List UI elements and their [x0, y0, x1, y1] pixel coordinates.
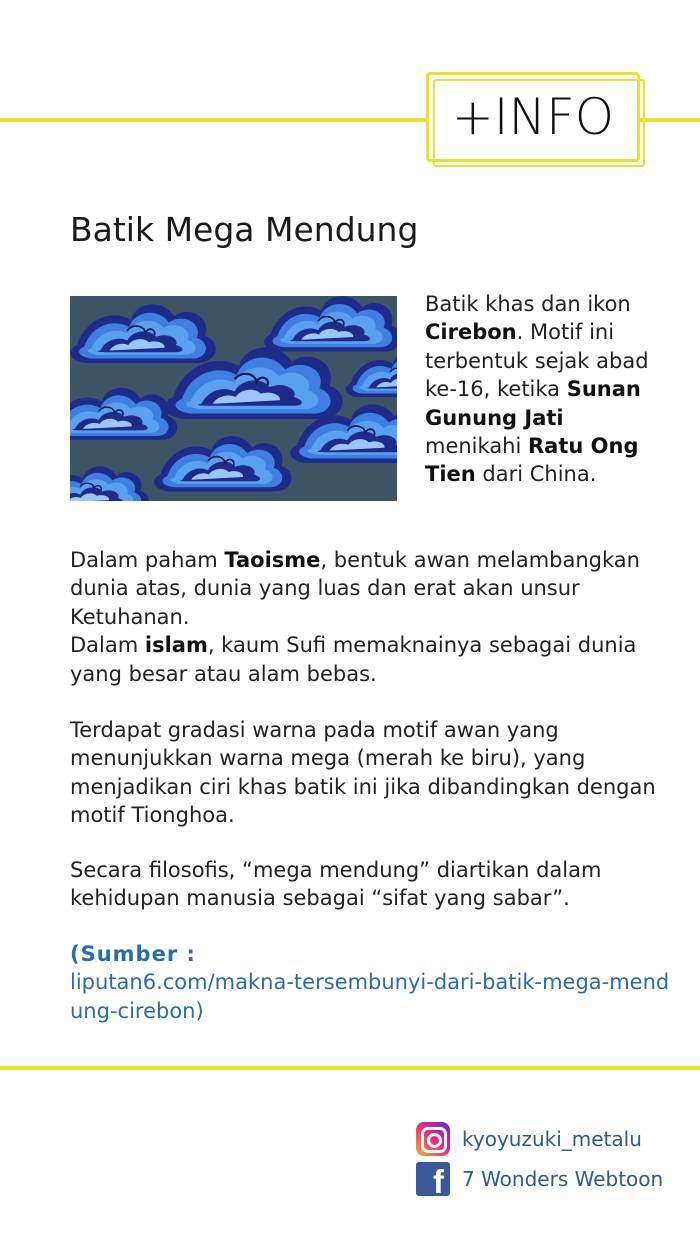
taoisme-highlight: Taoisme [224, 548, 321, 572]
source-link[interactable]: liputan6.com/makna-tersembunyi-dari-batik-mega-mendung-cirebon) [70, 970, 670, 1023]
info-badge [426, 72, 640, 162]
filosofis-paragraph: Secara filosofis, “mega mendung” diartikan dalam kehidupan manusia sebagai “sifat yang sabar”. [70, 858, 602, 911]
instagram-icon [416, 1122, 450, 1156]
islam-highlight: islam [144, 633, 208, 658]
taoisme-paragraph: Dalam paham Taoisme, bentuk awan melambangkan dunia atas, dunia yang luas dan erat akan unsur Ketuhanan. Dalam islam, kaum Sufi memaknainya sebagai dunia yang besar atau alam bebas. [70, 548, 640, 686]
page-title: Batik Mega Mendung [70, 210, 419, 249]
social-credits [416, 1120, 663, 1200]
facebook-icon: f [416, 1162, 450, 1196]
gradasi-paragraph: Terdapat gradasi warna pada motif awan yang menunjukkan warna mega (merah ke biru), yang menjadikan ciri khas batik ini jika dibandingkan dengan motif Tionghoa. [70, 718, 656, 828]
facebook-credit[interactable] [416, 1160, 663, 1198]
ratu-highlight: Ratu Ong Tien [425, 434, 639, 487]
facebook-page: 7 Wonders Webtoon [462, 1167, 664, 1191]
source-heading: (Sumber : [70, 942, 196, 966]
instagram-handle: kyoyuzuki_metalu [462, 1127, 642, 1151]
cirebon-highlight: Cirebon [425, 320, 517, 345]
source-citation [70, 940, 670, 1025]
batik-mega-mendung-image [70, 296, 397, 501]
info-badge-label: +INFO [451, 88, 615, 146]
bottom-divider [0, 1066, 700, 1070]
intro-paragraph: Batik khas dan ikon Cirebon. Motif ini terbentuk sejak abad ke-16, ketika Sunan Gunung Jati menikahi Ratu Ong Tien dari China. [425, 292, 649, 487]
instagram-credit[interactable] [416, 1120, 663, 1158]
sunan-highlight: Sunan Gunung Jati [425, 377, 641, 430]
